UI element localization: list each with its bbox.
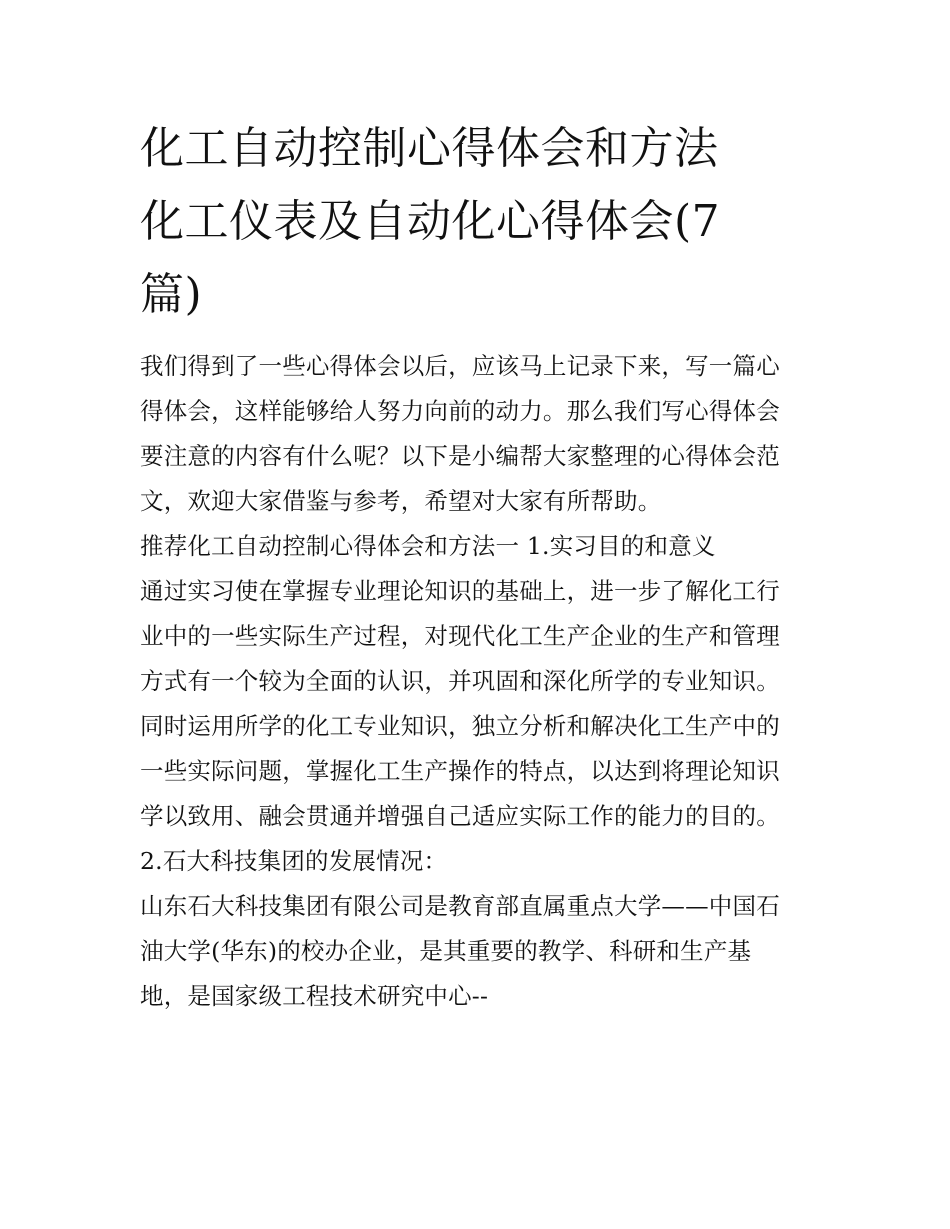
intro-paragraph bbox=[140, 344, 820, 524]
document-content bbox=[140, 112, 820, 1019]
text-line: 一些实际问题，掌握化工生产操作的特点，以达到将理论知识 bbox=[140, 757, 780, 785]
text-line: 山东石大科技集团有限公司是教育部直属重点大学——中国石 bbox=[140, 892, 780, 920]
company-paragraph bbox=[140, 884, 820, 1019]
text-line: 得体会，这样能够给人努力向前的动力。那么我们写心得体会 bbox=[140, 397, 780, 425]
text-line: 我们得到了一些心得体会以后，应该马上记录下来，写一篇心 bbox=[140, 352, 780, 380]
text-line: 同时运用所学的化工专业知识，独立分析和解决化工生产中的 bbox=[140, 712, 780, 740]
text-line: 通过实习使在掌握专业理论知识的基础上，进一步了解化工行 bbox=[140, 577, 780, 605]
title-line: 篇) bbox=[140, 269, 203, 320]
subheading-paragraph bbox=[140, 839, 820, 884]
text-line: 油大学(华东)的校办企业，是其重要的教学、科研和生产基 bbox=[140, 937, 752, 965]
text-line: 推荐化工自动控制心得体会和方法一 1.实习目的和意义 bbox=[140, 532, 716, 560]
text-line: 文，欢迎大家借鉴与参考，希望对大家有所帮助。 bbox=[140, 487, 662, 515]
text-line: 要注意的内容有什么呢？以下是小编帮大家整理的心得体会范 bbox=[140, 442, 780, 470]
document-body bbox=[140, 344, 820, 1019]
title-line: 化工自动控制心得体会和方法 bbox=[140, 123, 719, 174]
text-line: 方式有一个较为全面的认识，并巩固和深化所学的专业知识。 bbox=[140, 667, 780, 695]
title-line: 化工仪表及自动化心得体会(7 bbox=[140, 196, 721, 247]
text-line: 地，是国家级工程技术研究中心-- bbox=[140, 982, 489, 1010]
text-line: 学以致用、融会贯通并增强自己适应实际工作的能力的目的。 bbox=[140, 802, 780, 830]
text-line: 业中的一些实际生产过程，对现代化工生产企业的生产和管理 bbox=[140, 622, 780, 650]
text-line: 2.石大科技集团的发展情况： bbox=[140, 847, 448, 875]
section-heading-paragraph bbox=[140, 524, 820, 569]
purpose-paragraph bbox=[140, 569, 820, 839]
document-title bbox=[140, 112, 820, 331]
